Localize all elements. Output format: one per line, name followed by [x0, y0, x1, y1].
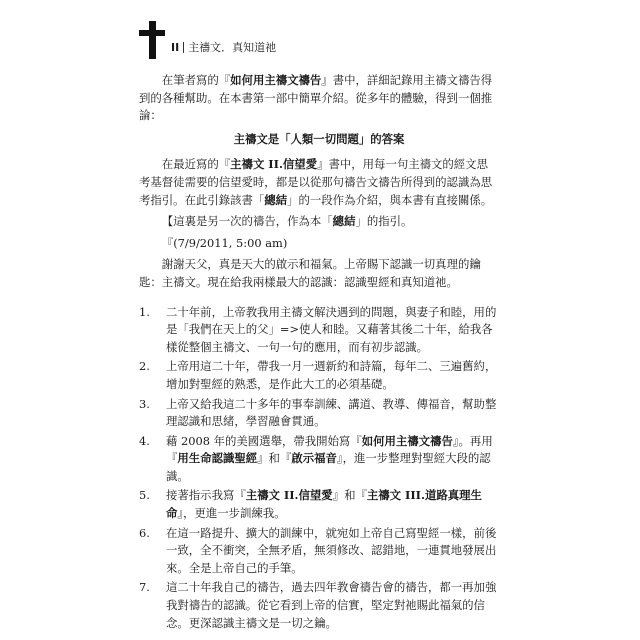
- list-item: 2. 上帝用這二十年，帶我一月一週新約和詩篇，每年二、三遍舊約，增加對聖經的熟悉，是作此大工的必須基礎。: [139, 359, 497, 391]
- list-item: 3. 上帝又給我這二十多年的事奉訓練、講道、教導、傳福音，幫助整理認識和思緒，學習融會貫通。: [139, 396, 497, 429]
- running-header: [139, 20, 276, 60]
- list-item: 1. 二十年前，上帝教我用主禱文解決遇到的問題，與妻子和睦，用的是「我們在天上的父」=>使人和睦。又藉著其後二十年，給我各樣從整個主禱文、一句一句的應用，而有初步認識。: [139, 304, 497, 354]
- list-item: 7. 這二十年我自己的禱告，過去四年教會禱告會的禱告，都一再加強我對禱告的認識。從它看到上帝的信實，堅定對祂賜此福氣的信念。更深認識主禱文是一切之鑰。: [139, 580, 497, 630]
- paragraph-2: 在最近寫的『主禱文 II.信望愛』書中，用每一句主禱文的經文思考基督徒需要的信望愛時，都是以從那句禱告文禱告所得到的認識為思考指引。在此引錄該書「總結」的一段作為介紹，與本書有直接關係。: [139, 157, 493, 207]
- book-title: 如何用主禱文禱告: [230, 73, 322, 87]
- paragraph-1: 在筆者寫的『如何用主禱文禱告』書中，詳細記錄用主禱文禱告得到的各種幫助。在本書第一部中簡單介紹。從多年的體驗，得到一個推論：: [139, 73, 493, 123]
- list-item: 5. 接著指示我寫『主禱文 II.信望愛』和『主禱文 III.道路真理生命』，更進一步訓練我。: [139, 488, 482, 521]
- header-text: [171, 39, 276, 55]
- prayer-date: 『(7/9/2011, 5:00 am): [161, 235, 288, 250]
- header-divider: [183, 42, 184, 53]
- section-heading: 主禱文是「人類一切問題」的答案: [233, 131, 405, 146]
- body-text: [139, 72, 499, 634]
- paragraph-3: 【這裏是另一次的禱告，作為本「總結」的指引。: [161, 214, 413, 229]
- paragraph-4: 謝謝天父，真是天大的啟示和福氣。上帝賜下認識一切真理的鑰匙：主禱文。現在給我兩樣最大的認識：認識聖經和真知道祂。: [139, 257, 481, 289]
- book-title: 主禱文 II.信望愛: [230, 157, 318, 172]
- cross-icon: [139, 21, 165, 59]
- summary-term: 總結: [264, 192, 288, 207]
- numbered-list: [139, 304, 499, 633]
- section-title: 主禱文．真知道祂: [188, 41, 277, 54]
- list-item: 4. 藉 2008 年的美國選舉，帶我開始寫『如何用主禱文禱告』。再用『用生命認識聖經』和『啟示福音』，進一步整理對聖經大段的認識。: [139, 433, 493, 483]
- list-item: 6. 在這一路提升、擴大的訓練中，就宛如上帝自己寫聖經一樣，前後一致，全不衝突，全無矛盾，無須修改、認錯地，一連貫地發展出來。全是上帝自己的手筆。: [139, 525, 497, 575]
- summary-term: 總結: [332, 214, 356, 229]
- page-number: II: [171, 40, 180, 54]
